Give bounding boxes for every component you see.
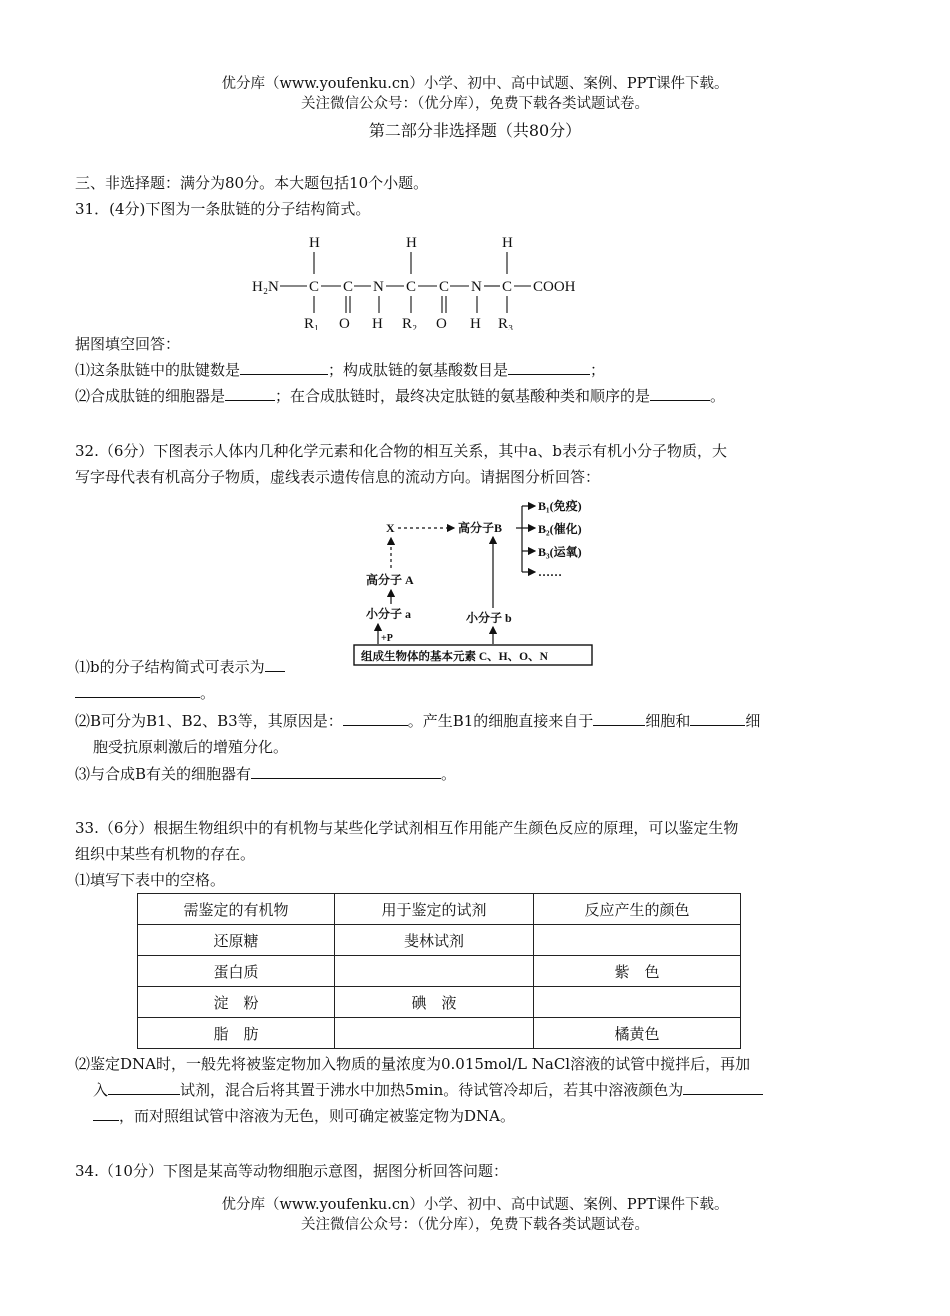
section-title: 第二部分非选择题（共80分） — [368, 121, 582, 140]
q33-part2-text-c: 试剂，混合后将其置于沸水中加热5min。待试管冷却后，若其中溶液颜色为 — [180, 1081, 684, 1099]
q33-part2-line1: ⑵鉴定DNA时，一般先将被鉴定物加入物质的量浓度为0.015mol/L NaCl溶液的试管中搅拌后，再加 — [75, 1055, 751, 1073]
table-row — [138, 987, 741, 1018]
q31-part2-text-a: ⑵合成肽链的细胞器是 — [75, 387, 226, 405]
q33-stem-line1: 33.（6分）根据生物组织中的有机物与某些化学试剂相互作用能产生颜色反应的原理，可以鉴定生物 — [75, 819, 739, 837]
q32-part3-text-b: 。 — [441, 765, 457, 783]
formula-n-2: N — [471, 279, 482, 295]
q33-part1: ⑴填写下表中的空格。 — [75, 871, 226, 889]
table-cell-blank[interactable] — [534, 987, 741, 1018]
diagram-b1: B₁(免疫) — [538, 499, 582, 513]
formula-c-2: C — [343, 279, 354, 295]
table-cell: 脂 肪 — [138, 1018, 335, 1049]
q32-part2 — [75, 710, 760, 731]
formula-h2n: H₂N — [252, 279, 279, 295]
answer-blank-organelle[interactable] — [225, 386, 275, 401]
q32-part1-text: ⑴b的分子结构简式可表示为 — [75, 658, 265, 676]
formula-c-1: C — [309, 279, 320, 295]
diagram-more: …… — [538, 565, 562, 579]
table-cell-blank[interactable] — [335, 1018, 534, 1049]
q32-stem-line1: 32.（6分）下图表示人体内几种化学元素和化合物的相互关系，其中a、b表示有机小分子物质，大 — [75, 442, 727, 460]
table-cell-blank[interactable] — [534, 925, 741, 956]
formula-r1: R₁ — [304, 316, 320, 330]
diagram-small-a: 小分子 a — [366, 607, 412, 621]
formula-r3: R₃ — [498, 316, 514, 330]
diagram-b2: B₂(催化) — [538, 522, 582, 536]
q32-part2-text-b: 。产生B1的细胞直接来自于 — [407, 712, 594, 730]
q33-stem-line2: 组织中某些有机物的存在。 — [75, 845, 256, 863]
answer-blank-determinant[interactable] — [650, 386, 710, 401]
q31-part1 — [75, 359, 605, 380]
answer-blank-amino-acid-count[interactable] — [508, 360, 590, 375]
table-cell: 斐林试剂 — [335, 925, 534, 956]
diagram-small-b: 小分子 b — [466, 611, 512, 625]
formula-o-1: O — [339, 316, 350, 330]
section-intro: 三、非选择题：满分为80分。本大题包括10个小题。 — [75, 174, 429, 192]
formula-h-3: H — [502, 235, 513, 251]
q32-part2-text-c: 细胞和 — [645, 712, 691, 730]
q32-part1-cont — [75, 682, 215, 703]
table-cell-blank[interactable] — [335, 956, 534, 987]
formula-o-2: O — [436, 316, 447, 330]
answer-blank-cell-1[interactable] — [593, 711, 645, 726]
q32-stem-line2: 写字母代表有机高分子物质，虚线表示遗传信息的流动方向。请据图分析回答： — [75, 468, 601, 486]
table-cell: 橘黄色 — [534, 1018, 741, 1049]
identification-table — [137, 893, 741, 1049]
page-footer-line2: 关注微信公众号：（优分库），免费下载各类试题试卷。 — [301, 1217, 649, 1233]
page-footer-line1: 优分库（www.youfenku.cn）小学、初中、高中试题、案例、PPT课件下载。 — [221, 1197, 729, 1213]
diagram-macro-a: 高分子 A — [366, 573, 414, 587]
q31-part1-text-a: ⑴这条肽链中的肽键数是 — [75, 361, 241, 379]
answer-blank-color-a[interactable] — [683, 1080, 763, 1095]
answer-blank-color-b[interactable] — [93, 1106, 119, 1121]
diagram-macro-b: 高分子B — [458, 521, 503, 535]
q32-part1 — [75, 656, 285, 677]
q32-part3-text-a: ⑶与合成B有关的细胞器有 — [75, 765, 252, 783]
formula-r2: R₂ — [402, 316, 418, 330]
q33-part2-text-b: 入 — [93, 1081, 109, 1099]
answer-blank-organelles[interactable] — [251, 764, 441, 779]
diagram-plus-p: +P — [381, 633, 393, 644]
formula-h-n2: H — [470, 316, 481, 330]
table-row — [138, 956, 741, 987]
answer-blank-reagent[interactable] — [108, 1080, 180, 1095]
q31-part1-text-c: ； — [590, 361, 606, 379]
q33-part2-text-d: ，而对照组试管中溶液为无色，则可确定被鉴定物为DNA。 — [119, 1107, 515, 1125]
table-cell: 淀 粉 — [138, 987, 335, 1018]
answer-blank-cell-2[interactable] — [690, 711, 745, 726]
q32-part3 — [75, 763, 456, 784]
q31-part2-text-c: 。 — [710, 387, 726, 405]
formula-h-1: H — [309, 235, 320, 251]
table-row — [138, 1018, 741, 1049]
table-cell: 还原糖 — [138, 925, 335, 956]
q32-part2-text-a: ⑵B可分为B1、B2、B3等，其原因是： — [75, 712, 343, 730]
diagram-b3: B₃(运氧) — [538, 545, 582, 559]
table-header: 反应产生的颜色 — [534, 894, 741, 925]
formula-c-4: C — [439, 279, 450, 295]
page-header-line2: 关注微信公众号：（优分库），免费下载各类试题试卷。 — [301, 96, 649, 112]
q33-part2-line2 — [93, 1079, 763, 1100]
formula-cooh: COOH — [533, 279, 576, 295]
diagram-elements: 组成生物体的基本元素 C、H、O、N — [361, 651, 548, 663]
q34-stem: 34.（10分）下图是某高等动物细胞示意图，据图分析回答问题： — [75, 1162, 508, 1180]
answer-blank-b-structure-a[interactable] — [265, 657, 285, 672]
diagram-x: X — [386, 521, 395, 535]
q31-lead: 据图填空回答： — [75, 335, 181, 353]
formula-n-1: N — [373, 279, 384, 295]
answer-blank-b-structure-b[interactable] — [75, 683, 200, 698]
q31-stem: 31．(4分)下图为一条肽链的分子结构简式。 — [75, 200, 371, 218]
formula-h-n1: H — [372, 316, 383, 330]
q32-part2-text-d: 细 — [745, 712, 761, 730]
q32-part1-end: 。 — [200, 684, 216, 702]
table-header: 用于鉴定的试剂 — [335, 894, 534, 925]
table-header: 需鉴定的有机物 — [138, 894, 335, 925]
page-header-line1: 优分库（www.youfenku.cn）小学、初中、高中试题、案例、PPT课件下载。 — [221, 76, 729, 92]
formula-c-3: C — [406, 279, 417, 295]
q31-part2 — [75, 385, 725, 406]
q31-part1-text-b: ；构成肽链的氨基酸数目是 — [328, 361, 509, 379]
q31-part2-text-b: ；在合成肽链时，最终决定肽链的氨基酸种类和顺序的是 — [275, 387, 651, 405]
table-row — [138, 925, 741, 956]
biomolecule-diagram — [350, 492, 600, 670]
formula-c-5: C — [502, 279, 513, 295]
q33-part2-line3 — [93, 1105, 515, 1126]
formula-h-2: H — [406, 235, 417, 251]
answer-blank-b-reason[interactable] — [343, 711, 408, 726]
answer-blank-peptide-bonds[interactable] — [240, 360, 328, 375]
table-header-row — [138, 894, 741, 925]
table-cell: 碘 液 — [335, 987, 534, 1018]
table-cell: 蛋白质 — [138, 956, 335, 987]
peptide-formula — [240, 230, 610, 330]
table-cell: 紫 色 — [534, 956, 741, 987]
q32-part2-cont: 胞受抗原刺激后的增殖分化。 — [93, 738, 289, 756]
